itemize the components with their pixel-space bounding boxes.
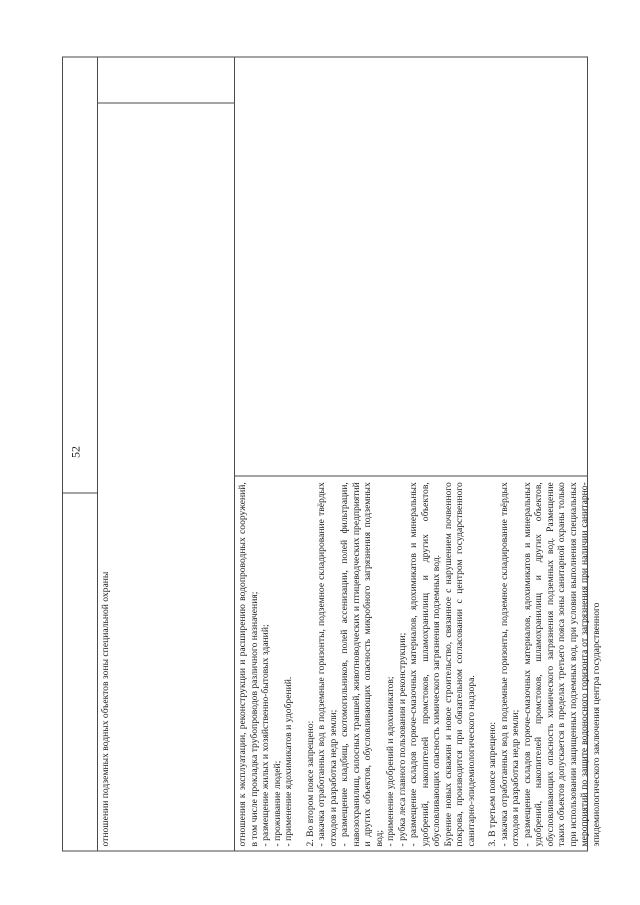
text-paragraph: - размещение складов горюче-смазочных материалов, ядохимикатов и минеральных удобрений, накопителей промстоков, шламохранилищ и других объектов, обусловливающих опасность химического загрязнения подземных вод. Размещение таких объектов допускается в пределах третьего пояса зоны санитарной охраны только при использовании защищенных подземных вод, при условии выполнения специальных мероприятий по защите водоносного горизонта от загрязнения при наличии санитарно-эпидемиологического заключения центра государственного [521, 482, 602, 847]
text-paragraph: Бурение новых скважин и новое строительство, связанное с нарушением почвенного покрова, производится при обязательном согласовании с центром государственного санитарно-эпидемиологического надзора. [442, 482, 477, 847]
page-number: 52 [68, 446, 83, 458]
table-cell-empty [63, 494, 97, 851]
table-cell-empty [63, 58, 97, 494]
table-row-empty-top [63, 58, 98, 851]
table-cell-empty [98, 58, 234, 104]
text-paragraph: - проживание людей; [271, 760, 283, 847]
table-row-body [235, 58, 602, 851]
text-paragraph: - размещение складов горюче-смазочных материалов, ядохимикатов и минеральных удобрений, накопителей промстоков, шламохранилищ и других объектов, обусловливающих опасность химического загрязнения подземных вод. [408, 482, 442, 847]
table-row-label [98, 58, 235, 851]
text-paragraph: - закачка отработанных вод в подземные горизонты, подземное складирование твёрдых отходов и разработка недр земли; [316, 482, 339, 847]
table-cell-text-left [235, 476, 602, 850]
table-cell-empty [235, 58, 587, 477]
text-paragraph: - размещение жилых и хозяйственно-бытовых зданий; [260, 624, 271, 847]
zone3-heading: 3. В третьем поясе запрещено: [487, 721, 498, 847]
text-paragraph: - применение удобрений и ядохимикатов; [385, 676, 396, 847]
text-paragraph: - закачка отработанных вод в подземные горизонты, подземное складирование твёрдых отходов и разработка недр земли; [498, 482, 521, 847]
text-paragraph: отношения к эксплуатации, реконструкции и расширению водопроводных сооружений, в том числе прокладка трубопроводов различного назначения; [237, 482, 260, 847]
text-paragraph: - рубка леса главного пользования и реконструкции; [396, 632, 408, 847]
text-paragraph: - размещение кладбищ, скотомогильников, полей ассенизации, полей фильтрации, навозохранилищ, силосных траншей, животноводческих и птицеводческих предприятий и других объектов, обусловливающих опасность микробного загрязнения подземных вод; [339, 482, 385, 847]
rotated-table [62, 57, 602, 852]
table-cell-label: отношении подземных водных объектов зоны специальной охраны [100, 571, 111, 847]
zone2-heading: 2. Во втором поясе запрещено: [304, 720, 316, 847]
text-paragraph: - применение ядохимикатов и удобрений. [283, 676, 294, 847]
